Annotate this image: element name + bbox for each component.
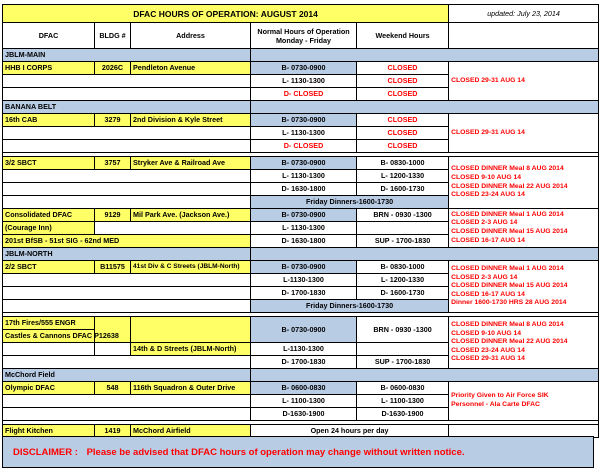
weekend-hours: CLOSED (357, 88, 449, 101)
normal-hours: L-1130-1300 (251, 343, 357, 356)
address: 41st Div & C Streets (JBLM-North) (131, 261, 251, 274)
address: 2nd Division & Kyle Street (131, 114, 251, 127)
disclaimer-label: DISCLAIMER : (13, 447, 78, 458)
consolidated-row-1 (3, 209, 599, 222)
normal-hours: L-1130-1300 (251, 274, 357, 287)
bldg-number: B11575 (95, 261, 131, 274)
friday-dinners: Friday Dinners-1600-1730 (251, 300, 449, 313)
weekend-hours: BRN - 0930 -1300 (357, 317, 449, 343)
weekend-hours: D- 1600-1730 (357, 183, 449, 196)
sheet-title: DFAC HOURS OF OPERATION: AUGUST 2014 (3, 5, 449, 23)
normal-hours: D- CLOSED (251, 140, 357, 153)
normal-hours: D- 1700-1830 (251, 287, 357, 300)
title-row (3, 5, 599, 23)
normal-hours: L- 1130-1300 (251, 127, 357, 140)
section-label: JBLM-NORTH (3, 248, 251, 261)
header-dfac: DFAC (3, 23, 95, 49)
closure-notes: CLOSED 29-31 AUG 14 (449, 114, 599, 153)
normal-hours: L- 1130-1300 (251, 222, 357, 235)
bldg-number: 548 (95, 382, 131, 395)
normal-hours: B- 0730-0900 (251, 261, 357, 274)
disclaimer-banner (2, 436, 594, 468)
weekend-hours: CLOSED (357, 127, 449, 140)
weekend-hours: L- 1100-1300 (357, 395, 449, 408)
weekend-hours: B- 0600-0830 (357, 382, 449, 395)
dfac-name: 3/2 SBCT (3, 157, 95, 170)
address: 116th Squadron & Outer Drive (131, 382, 251, 395)
dfac-subname: Castles & Cannons DFAC P12638 (3, 330, 95, 343)
normal-hours: B- 0730-0900 (251, 209, 357, 222)
normal-hours: L- 1130-1300 (251, 75, 357, 88)
dfac-name: Olympic DFAC (3, 382, 95, 395)
closure-notes: CLOSED DINNER Meal 1 AUG 2014 CLOSED 2-3 AUG 14 CLOSED DINNER Meal 15 AUG 2014 CLOSED 16-17 AUG 14 Dinner 1600-1730 HRS 28 AUG 2014 (449, 261, 599, 313)
weekend-hours: SUP - 1700-1830 (357, 235, 449, 248)
closure-notes: CLOSED 29-31 AUG 14 (449, 62, 599, 101)
normal-hours: L- 1100-1300 (251, 395, 357, 408)
header-bldg: BLDG # (95, 23, 131, 49)
section-banana-belt (3, 101, 599, 114)
friday-dinners: Friday Dinners-1600-1730 (251, 196, 449, 209)
closure-notes: CLOSED DINNER Meal 8 AUG 2014 CLOSED 9-10 AUG 14 CLOSED DINNER Meal 22 AUG 2014 CLOSED 23-24 AUG 14 CLOSED 29-31 AUG 14 (449, 317, 599, 369)
normal-hours: D- CLOSED (251, 88, 357, 101)
address: Mil Park Ave. (Jackson Ave.) (131, 209, 251, 222)
header-normal-hours: Normal Hours of Operation Monday - Friday (251, 23, 357, 49)
weekend-hours: CLOSED (357, 62, 449, 75)
header-weekend-hours: Weekend Hours (357, 23, 449, 49)
bldg-number: 9129 (95, 209, 131, 222)
dfac-name: 2/2 SBCT (3, 261, 95, 274)
cab-row-1 (3, 114, 599, 127)
bldg-number: 2026C (95, 62, 131, 75)
dfac-name: Consolidated DFAC (3, 209, 95, 222)
disclaimer-text: Please be advised that DFAC hours of operation may change without written notice. (86, 447, 465, 458)
normal-hours: B- 0730-0900 (251, 62, 357, 75)
normal-hours: B- 0730-0900 (251, 114, 357, 127)
hours-table (2, 4, 599, 438)
weekend-hours: CLOSED (357, 140, 449, 153)
fires-row-1 (3, 317, 599, 330)
dfac-name: 17th Fires/555 ENGR (3, 317, 95, 330)
weekend-hours: BRN - 0930 -1300 (357, 209, 449, 222)
weekend-hours: D- 1600-1730 (357, 287, 449, 300)
normal-hours: B- 0600-0830 (251, 382, 357, 395)
priority-notes: Priority Given to Air Force SIK Personnel - Ala Carte DFAC (449, 382, 599, 421)
address: Stryker Ave & Railroad Ave (131, 157, 251, 170)
column-headers (3, 23, 599, 49)
open-hours: Open 24 hours per day (251, 425, 449, 438)
section-jblm-main (3, 49, 599, 62)
section-mcchord (3, 369, 599, 382)
sbct3-row-1 (3, 157, 599, 170)
weekend-hours: CLOSED (357, 114, 449, 127)
normal-hours: D- 1630-1800 (251, 183, 357, 196)
updated-date: updated: July 23, 2014 (449, 5, 599, 23)
weekend-hours: B- 0830-1000 (357, 261, 449, 274)
dfac-name: 16th CAB (3, 114, 95, 127)
address: Pendleton Avenue (131, 62, 251, 75)
bldg-number: 1419 (95, 425, 131, 438)
weekend-hours: SUP - 1700-1830 (357, 356, 449, 369)
normal-hours: D- 1700-1830 (251, 356, 357, 369)
sbct2-row-1 (3, 261, 599, 274)
bldg-number: 3279 (95, 114, 131, 127)
normal-hours: L- 1130-1300 (251, 170, 357, 183)
closure-notes: CLOSED DINNER Meal 8 AUG 2014 CLOSED 9-10 AUG 14 CLOSED DINNER Meal 22 AUG 2014 CLOSED 23-24 AUG 14 (449, 157, 599, 209)
dfac-subname: (Courage Inn) (3, 222, 95, 235)
section-label: JBLM-MAIN (3, 49, 251, 62)
weekend-hours: L- 1200-1330 (357, 274, 449, 287)
section-label: McChord Field (3, 369, 251, 382)
dfac-name: Flight Kitchen (3, 425, 95, 438)
section-jblm-north (3, 248, 599, 261)
weekend-hours: L- 1200-1330 (357, 170, 449, 183)
normal-hours: B- 0730-0900 (251, 317, 357, 343)
address: 14th & D Streets (JBLM-North) (131, 343, 251, 356)
bldg-number: 3757 (95, 157, 131, 170)
address: McChord Airfield (131, 425, 251, 438)
weekend-hours: CLOSED (357, 75, 449, 88)
hhb-row-1 (3, 62, 599, 75)
closure-notes: CLOSED DINNER Meal 1 AUG 2014 CLOSED 2-3 AUG 14 CLOSED DINNER Meal 15 AUG 2014 CLOSED 16-17 AUG 14 (449, 209, 599, 248)
weekend-hours: B- 0830-1000 (357, 157, 449, 170)
normal-hours: D- 1630-1800 (251, 235, 357, 248)
olympic-row-1 (3, 382, 599, 395)
header-address: Address (131, 23, 251, 49)
dfac-name: HHB I CORPS (3, 62, 95, 75)
normal-hours: D-1630-1900 (251, 408, 357, 421)
weekend-hours: D-1630-1900 (357, 408, 449, 421)
dfac-units: 201st BfSB - 51st SIG - 62nd MED (3, 235, 251, 248)
section-label: BANANA BELT (3, 101, 251, 114)
normal-hours: B- 0730-0900 (251, 157, 357, 170)
bldg-number: P12638 (94, 331, 119, 340)
